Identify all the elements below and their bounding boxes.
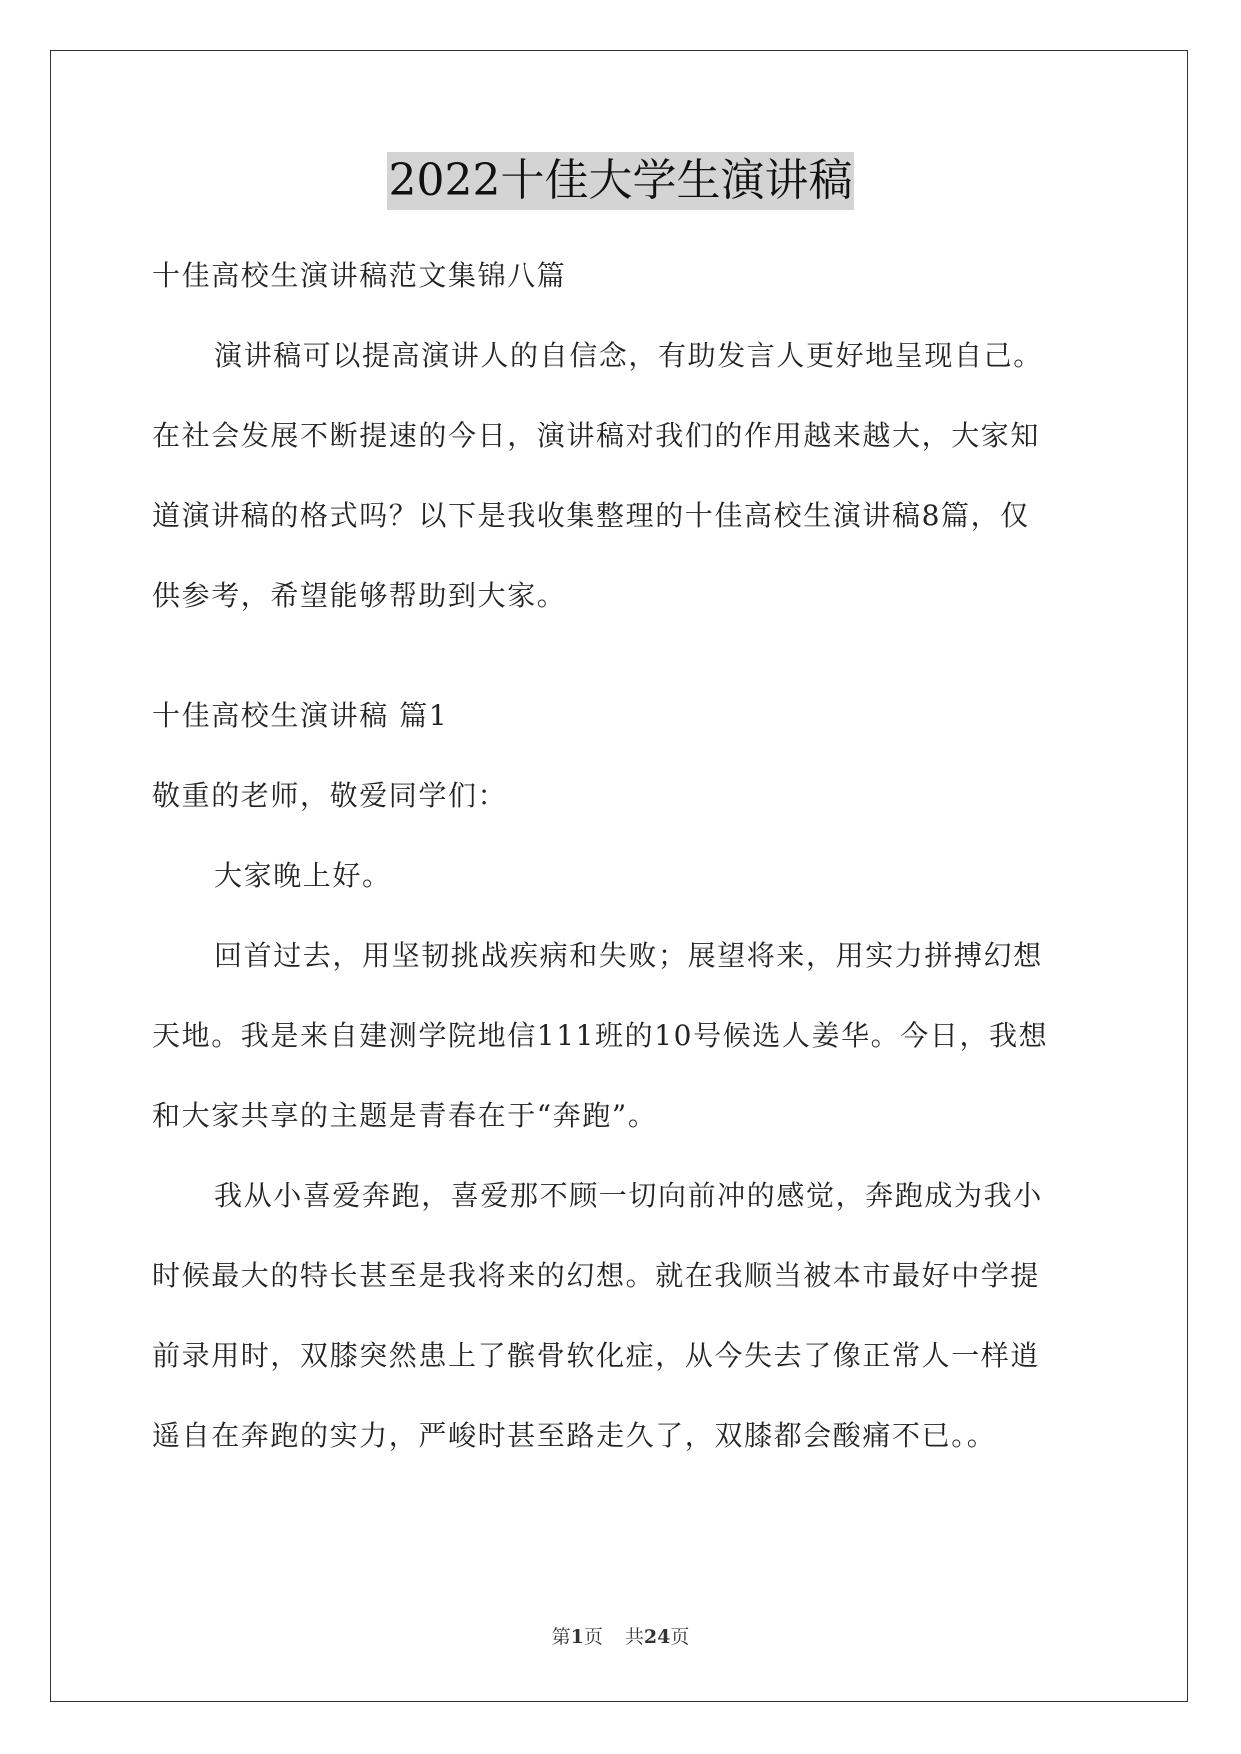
section-spacer — [152, 636, 1088, 676]
paragraph-line: 前录用时，双膝突然患上了髌骨软化症，从今失去了像正常人一样逍 — [152, 1339, 1041, 1372]
total-pages: 24 — [643, 1626, 671, 1648]
salutation: 大家晚上好。 — [214, 859, 392, 892]
intro-line: 在社会发展不断提速的今日，演讲稿对我们的作用越来越大，大家知 — [152, 419, 1041, 452]
page-number: 1 — [570, 1626, 584, 1648]
document-body — [152, 236, 1088, 1476]
section-heading: 十佳高校生演讲稿 篇1 — [152, 699, 449, 732]
total-suffix: 页 — [670, 1626, 690, 1648]
paragraph-line: 时候最大的特长甚至是我将来的幻想。就在我顺当被本市最好中学提 — [152, 1259, 1041, 1292]
total-prefix: 共 — [624, 1626, 644, 1648]
paragraph-line: 我从小喜爱奔跑，喜爱那不顾一切向前冲的感觉，奔跑成为我小 — [214, 1179, 1043, 1212]
paragraph-line: 天地。我是来自建测学院地信111班的10号候选人姜华。今日，我想 — [152, 1019, 1049, 1052]
intro-line: 供参考，希望能够帮助到大家。 — [152, 579, 567, 612]
greeting: 敬重的老师，敬爱同学们： — [152, 779, 508, 812]
intro-line: 道演讲稿的格式吗？以下是我收集整理的十佳高校生演讲稿8篇，仅 — [152, 499, 1030, 532]
paragraph-line: 回首过去，用坚韧挑战疾病和失败；展望将来，用实力拼搏幻想 — [214, 939, 1043, 972]
page-suffix: 页 — [583, 1626, 603, 1648]
page-prefix: 第 — [551, 1626, 571, 1648]
paragraph-line: 遥自在奔跑的实力，严峻时甚至路走久了，双膝都会酸痛不已。。 — [152, 1419, 997, 1452]
intro-line: 演讲稿可以提高演讲人的自信念，有助发言人更好地呈现自己。 — [214, 339, 1043, 372]
paragraph-line: 和大家共享的主题是青春在于“奔跑”。 — [152, 1099, 658, 1132]
page-footer — [0, 1622, 1241, 1649]
document-title-text: 2022十佳大学生演讲稿 — [387, 152, 855, 210]
body-paragraph-1 — [152, 916, 1088, 1156]
document-subtitle: 十佳高校生演讲稿范文集锦八篇 — [152, 259, 567, 292]
intro-paragraph — [152, 316, 1088, 636]
document-title — [0, 152, 1241, 210]
body-paragraph-2 — [152, 1156, 1088, 1476]
